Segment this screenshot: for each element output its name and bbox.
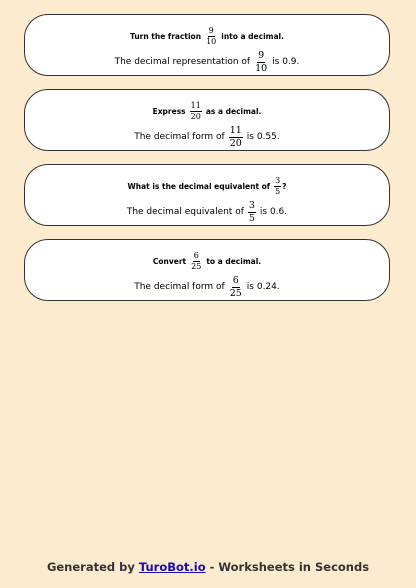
fraction-denominator: 20 xyxy=(229,137,242,149)
fraction-denominator: 25 xyxy=(229,287,242,299)
fraction-numerator: 6 xyxy=(232,275,239,286)
footer-suffix: - Worksheets in Seconds xyxy=(209,560,370,574)
question-text xyxy=(25,99,389,123)
footer xyxy=(0,560,416,574)
question-suffix: to a decimal. xyxy=(206,256,262,266)
question-suffix: ? xyxy=(282,181,287,191)
question-fraction xyxy=(190,252,202,271)
fraction-numerator: 6 xyxy=(193,250,199,260)
answer-prefix: The decimal representation of xyxy=(114,57,251,67)
answer-suffix: is 0.24. xyxy=(246,282,280,292)
question-text xyxy=(25,174,389,198)
fraction-numerator: 3 xyxy=(275,175,281,185)
answer-suffix: is 0.55. xyxy=(246,132,280,142)
fraction-denominator: 5 xyxy=(275,186,281,196)
turobot-link[interactable]: TuroBot.io xyxy=(138,560,206,574)
question-prefix: Express xyxy=(152,106,186,116)
problem-card xyxy=(24,164,390,226)
fraction-numerator: 11 xyxy=(229,125,242,136)
answer-text xyxy=(25,199,389,225)
fraction-denominator: 25 xyxy=(191,261,202,271)
answer-fraction xyxy=(248,201,256,223)
fraction-denominator: 20 xyxy=(190,111,201,121)
answer-fraction xyxy=(254,51,268,73)
answer-prefix: The decimal form of xyxy=(134,282,225,292)
answer-prefix: The decimal form of xyxy=(134,132,225,142)
question-text xyxy=(25,24,389,48)
fraction-numerator: 9 xyxy=(208,25,214,35)
fraction-numerator: 11 xyxy=(190,100,201,110)
answer-text xyxy=(25,124,389,150)
answer-suffix: is 0.9. xyxy=(272,57,300,67)
question-prefix: Turn the fraction xyxy=(130,31,202,41)
fraction-denominator: 10 xyxy=(206,36,217,46)
question-suffix: as a decimal. xyxy=(205,106,262,116)
fraction-denominator: 10 xyxy=(255,62,268,74)
fraction-numerator: 9 xyxy=(258,50,265,61)
question-prefix: What is the decimal equivalent of xyxy=(127,181,271,191)
answer-fraction xyxy=(229,126,243,148)
question-fraction xyxy=(205,27,217,46)
answer-suffix: is 0.6. xyxy=(259,207,288,217)
problem-card xyxy=(24,89,390,151)
question-suffix: into a decimal. xyxy=(221,31,284,41)
problem-card xyxy=(24,14,390,76)
fraction-numerator: 3 xyxy=(248,200,255,211)
answer-prefix: The decimal equivalent of xyxy=(126,207,244,217)
answer-text xyxy=(25,49,389,75)
question-fraction xyxy=(274,177,281,196)
answer-text xyxy=(25,274,389,300)
question-text xyxy=(25,249,389,273)
problem-card xyxy=(24,239,390,301)
answer-fraction xyxy=(229,276,243,298)
fraction-denominator: 5 xyxy=(248,212,255,224)
question-fraction xyxy=(190,102,202,121)
question-prefix: Convert xyxy=(152,256,187,266)
footer-prefix: Generated by xyxy=(46,560,135,574)
